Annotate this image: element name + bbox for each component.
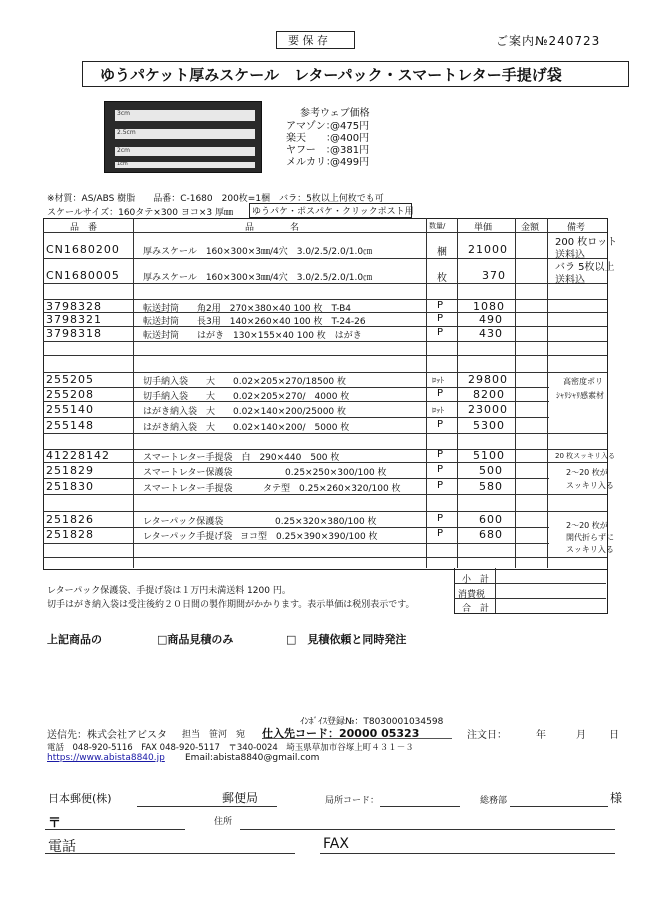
row-note-1: 200 枚ロット bbox=[555, 237, 618, 248]
spec-line-1: ※材質：AS/ABS 樹脂 品番：C-1680 200枚=1梱 バラ：5枚以上何枚でも可 bbox=[47, 194, 384, 204]
row-name: 厚みスケール 160×300×3㎜/4穴 3.0/2.5/2.0/1.0㎝ bbox=[143, 247, 373, 257]
zip-label: 〒 bbox=[48, 816, 62, 831]
note-lp-2: 開代折らずに bbox=[566, 533, 614, 542]
row-code: 255208 bbox=[46, 388, 94, 401]
row-code: 251830 bbox=[46, 480, 94, 493]
sama-label: 様 bbox=[610, 791, 623, 805]
row-name: 切手納入袋 大 0.02×205×270/ 4000 枚 bbox=[143, 392, 350, 402]
post-office-label: 郵便局 bbox=[222, 791, 259, 805]
row-code: 255205 bbox=[46, 373, 94, 386]
order-option-estimate-and-order[interactable]: □ 見積依頼と同時発注 bbox=[286, 633, 407, 646]
row-name: はがき納入袋 大 0.02×140×200/ 5000 枚 bbox=[143, 423, 350, 433]
ref-amazon-label: アマゾン： bbox=[286, 121, 336, 132]
note-lp-3: スッキリ入る bbox=[566, 545, 614, 554]
row-price: 29800 bbox=[468, 373, 508, 386]
total-label: 合 計 bbox=[462, 604, 490, 614]
row-price: 490 bbox=[479, 313, 503, 326]
subtotal-label: 小 計 bbox=[462, 575, 490, 585]
note-smart-2b: スッキリ入る bbox=[566, 481, 614, 490]
ref-mercari-price: @499円 bbox=[330, 157, 370, 168]
order-date-year: 年 bbox=[536, 730, 546, 741]
row-unit: ﾛｯﾄ bbox=[432, 406, 444, 415]
row-price: 580 bbox=[479, 480, 503, 493]
ref-yahoo-label: ヤフー ： bbox=[286, 145, 336, 156]
office-code-label: 局所コード： bbox=[325, 796, 380, 806]
row-price: 500 bbox=[479, 464, 503, 477]
ref-prices-title: 参考ウェブ価格 bbox=[300, 108, 370, 119]
footnote-1: レターパック保護袋、手提げ袋は１万円未満送料 1200 円。 bbox=[47, 586, 291, 596]
row-code: 3798321 bbox=[46, 313, 102, 326]
col-header-qty: 数量/ bbox=[429, 222, 446, 230]
row-unit: P bbox=[437, 300, 444, 311]
ref-mercari-label: メルカリ： bbox=[286, 157, 336, 168]
row-name-detail: ヨコ型 0.25×390×390/100 枚 bbox=[240, 532, 378, 542]
col-header-amount: 金額 bbox=[521, 223, 540, 233]
ref-yahoo-price: @381円 bbox=[330, 145, 370, 156]
order-date-month: 月 bbox=[576, 730, 586, 741]
address-label: 住所 bbox=[214, 817, 233, 827]
scale-label-2cm: 2cm bbox=[117, 147, 130, 154]
row-unit: 梱 bbox=[437, 247, 447, 258]
sender-url[interactable]: https://www.abista8840.jp bbox=[47, 753, 165, 763]
row-name: レターパック保護袋 bbox=[143, 517, 224, 527]
row-code: CN1680005 bbox=[46, 269, 120, 282]
row-unit: P bbox=[437, 464, 444, 475]
order-option-estimate[interactable]: □商品見積のみ bbox=[157, 633, 234, 646]
row-unit: P bbox=[437, 419, 444, 430]
invoice-number: ｲﾝﾎﾞｲｽ登録№：T8030001034598 bbox=[300, 717, 444, 727]
row-price: 5100 bbox=[473, 449, 505, 462]
col-header-price: 単価 bbox=[474, 223, 493, 233]
dept-label: 総務部 bbox=[480, 796, 508, 806]
fax-label: FAX bbox=[323, 836, 349, 852]
note-group-line2: ｼｬﾘｼｬﾘ感素材 bbox=[556, 391, 604, 400]
sender-email[interactable]: Email:abista8840@gmail.com bbox=[185, 753, 320, 763]
footnote-2: 切手はがき納入袋は受注後約２０日間の製作期間がかかります。表示単価は税別表示です。 bbox=[47, 600, 415, 610]
row-name: レターパック手提げ袋 bbox=[143, 532, 233, 542]
row-unit: P bbox=[437, 480, 444, 491]
col-header-name: 品 名 bbox=[245, 223, 300, 233]
row-name: スマートレター手提袋 白 290×440 500 枚 bbox=[143, 453, 340, 463]
row-note-1: バラ 5枚以上 bbox=[555, 262, 615, 273]
row-unit: 枚 bbox=[437, 273, 447, 284]
row-code: 251829 bbox=[46, 464, 94, 477]
row-unit: P bbox=[437, 388, 444, 399]
row-code: 251828 bbox=[46, 528, 94, 541]
spec-boxed-label: ゆうパケ・ポスパケ・クリックポスト用 bbox=[252, 207, 414, 217]
row-price: 23000 bbox=[468, 403, 508, 416]
row-code: 3798328 bbox=[46, 300, 102, 313]
tel-label: 電話 bbox=[48, 839, 76, 855]
row-name: 転送封筒 長3用 140×260×40 100 枚 T-24-26 bbox=[143, 317, 366, 327]
row-price: 430 bbox=[479, 327, 503, 340]
row-name: 切手納入袋 大 0.02×205×270/18500 枚 bbox=[143, 377, 347, 387]
row-price: 680 bbox=[479, 528, 503, 541]
sender-contact: 電話 048-920-5116 FAX 048-920-5117 〒340-0024 埼玉県草加市谷塚上町４３１－３ bbox=[47, 743, 414, 753]
row-code: 3798318 bbox=[46, 327, 102, 340]
notice-number: ご案内№240723 bbox=[496, 34, 601, 48]
row-code: 251826 bbox=[46, 513, 94, 526]
col-header-notes: 備考 bbox=[567, 223, 586, 233]
spec-line-2: スケールサイズ：160タテ×300 ヨコ×3 厚㎜ bbox=[47, 208, 233, 218]
row-name-detail: タテ型 0.25×260×320/100 枚 bbox=[263, 484, 401, 494]
row-unit: P bbox=[437, 513, 444, 524]
row-code: 41228142 bbox=[46, 449, 110, 462]
ref-amazon-price: @475円 bbox=[330, 121, 370, 132]
ref-rakuten-label: 楽天 ： bbox=[286, 133, 336, 144]
note-lp-1: 2～20 枚が bbox=[566, 521, 608, 530]
product-scale-image bbox=[104, 101, 262, 173]
keep-label: 要 保 存 bbox=[288, 34, 328, 47]
scale-label-25cm: 2.5cm bbox=[117, 129, 136, 136]
row-unit: ﾛｯﾄ bbox=[432, 376, 444, 385]
note-group-line1: 高密度ポリ bbox=[563, 377, 603, 386]
row-price: 370 bbox=[482, 269, 506, 282]
row-name: 厚みスケール 160×300×3㎜/4穴 3.0/2.5/2.0/1.0㎝ bbox=[143, 273, 373, 283]
sender-company: 送信先：株式会社アビスタ bbox=[47, 730, 167, 741]
row-name-detail: 0.25×250×300/100 枚 bbox=[285, 468, 387, 478]
row-name: スマートレター保護袋 bbox=[143, 468, 233, 478]
row-unit: P bbox=[437, 449, 444, 460]
row-price: 5300 bbox=[473, 419, 505, 432]
supplier-code: 仕入先コード：20000 05323 bbox=[262, 727, 420, 740]
row-price: 8200 bbox=[473, 388, 505, 401]
row-name-detail: 0.25×320×380/100 枚 bbox=[275, 517, 377, 527]
row-code: CN1680200 bbox=[46, 243, 120, 256]
row-name: はがき納入袋 大 0.02×140×200/25000 枚 bbox=[143, 407, 347, 417]
note-smart-2a: 2～20 枚が bbox=[566, 468, 608, 477]
row-code: 255148 bbox=[46, 419, 94, 432]
scale-label-1cm: 1cm bbox=[117, 161, 128, 167]
page-title: ゆうパケット厚みスケール レターパック・スマートレター手提げ袋 bbox=[100, 66, 562, 84]
row-code: 255140 bbox=[46, 403, 94, 416]
row-unit: P bbox=[437, 327, 444, 338]
tax-label: 消費税 bbox=[458, 590, 486, 600]
row-price: 21000 bbox=[468, 243, 508, 256]
note-smart-1: 20 枚スッキリ入る bbox=[555, 452, 616, 460]
row-unit: P bbox=[437, 528, 444, 539]
scale-label-3cm: 3cm bbox=[117, 110, 130, 117]
ref-rakuten-price: @400円 bbox=[330, 133, 370, 144]
row-name: 転送封筒 角2用 270×380×40 100 枚 T-B4 bbox=[143, 304, 352, 314]
row-name: スマートレター手提袋 bbox=[143, 484, 233, 494]
row-name: 転送封筒 はがき 130×155×40 100 枚 はがき bbox=[143, 331, 362, 341]
order-date-day: 日 bbox=[609, 730, 619, 741]
sender-person: 担当 笹河 宛 bbox=[182, 730, 246, 740]
order-date-label: 注文日： bbox=[467, 730, 507, 741]
row-price: 600 bbox=[479, 513, 503, 526]
order-label: 上記商品の bbox=[47, 633, 102, 646]
row-unit: P bbox=[437, 313, 444, 324]
col-header-code: 品 番 bbox=[70, 223, 98, 233]
post-company: 日本郵便(株) bbox=[48, 792, 112, 805]
row-note-2: 送料込 bbox=[555, 250, 585, 261]
row-note-2: 送料込 bbox=[555, 275, 585, 286]
row-price: 1080 bbox=[473, 300, 505, 313]
